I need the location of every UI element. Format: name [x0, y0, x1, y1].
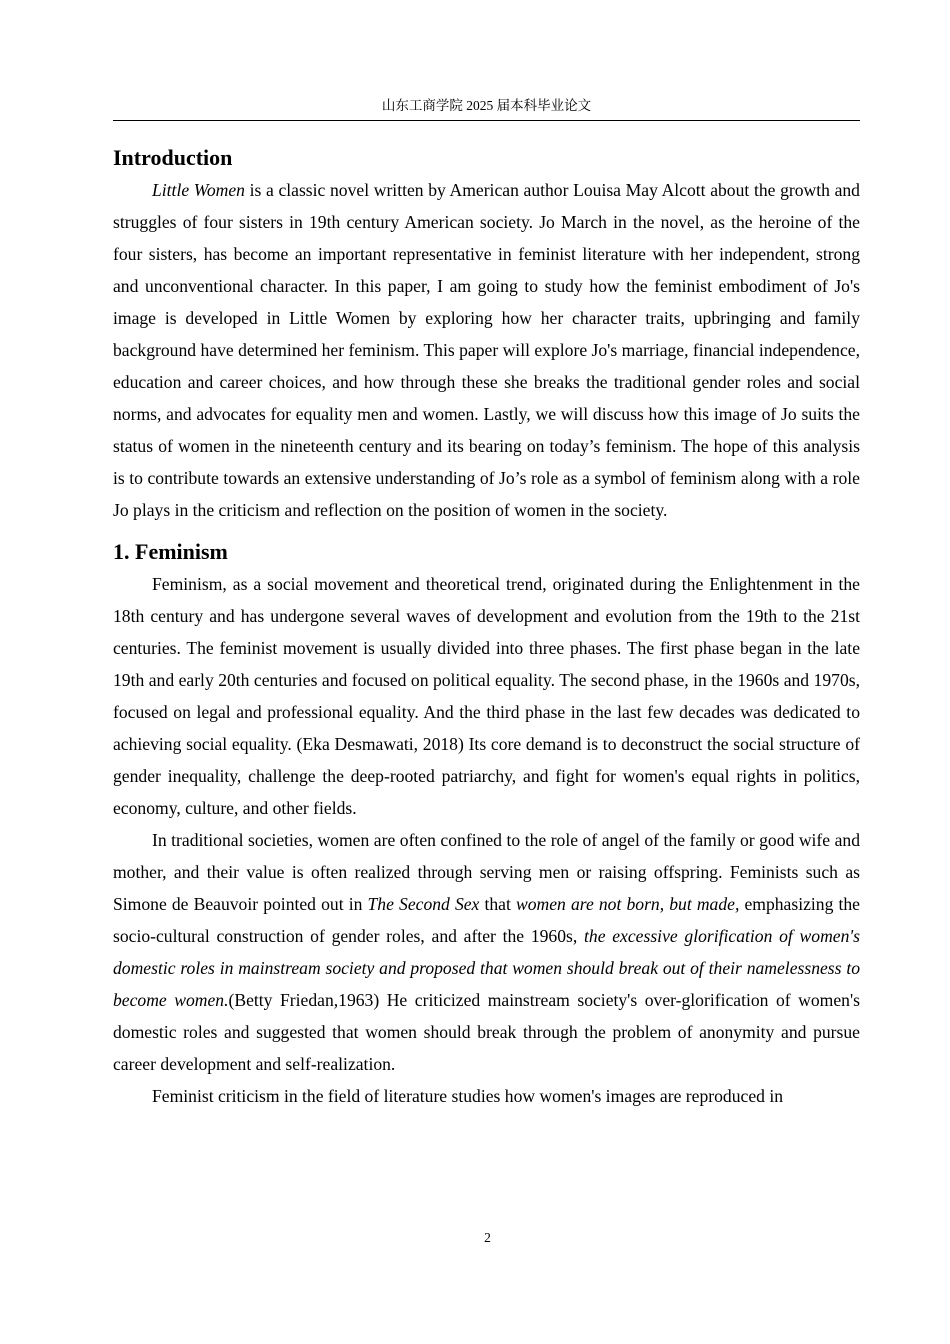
- p2-text-5: 1963) He criticized mainstream society's over-glorification of women's domestic roles and suggested that women should break through the problem of anonymity and pursue career development and self-realization.: [113, 990, 860, 1074]
- second-sex-title-italic: The Second Sex: [367, 894, 480, 914]
- feminism-heading: 1. Feminism: [113, 539, 228, 564]
- p2-citation-comma: ,: [333, 990, 339, 1010]
- introduction-paragraph: [113, 174, 860, 526]
- running-header: [113, 96, 860, 121]
- p2-citation-1: (Betty Friedan: [228, 990, 334, 1010]
- running-header-title: 山东工商学院 2025 届本科毕业论文: [381, 98, 592, 113]
- friedan-quote-italic: the excessive glorification of women's domestic roles in mainstream society and proposed that women should break out of their namelessness to become women.: [113, 926, 860, 1010]
- page-number: 2: [484, 1230, 491, 1245]
- p2-text-2: that: [479, 894, 516, 914]
- introduction-paragraph-text: is a classic novel written by American author Louisa May Alcott about the growth and struggles of four sisters in 19th century American society. Jo March in the novel, as the heroine of the four sisters, has become an important representative in feminist literature with her independent, strong and unconventional character. In this paper, I am going to study how the feminist embodiment of Jo's image is developed in Little Women by exploring how her character traits, upbringing and family background have determined her feminism. This paper will explore Jo's marriage, financial independence, education and career choices, and how through these she breaks the traditional gender roles and social norms, and advocates for equality men and women. Lastly, we will discuss how this image of Jo suits the status of women in the nineteenth century and its bearing on today’s feminism. The hope of this analysis is to contribute towards an extensive understanding of Jo’s role as a symbol of feminism along with a role Jo plays in the criticism and reflection on the position of women in the society.: [113, 180, 860, 520]
- feminism-paragraph-2: [113, 824, 860, 1080]
- introduction-heading: Introduction: [113, 145, 233, 170]
- feminism-paragraph-3: Feminist criticism in the field of literature studies how women's images are reproduced in: [152, 1086, 784, 1106]
- beauvoir-quote-italic: women are not born, but made,: [516, 894, 740, 914]
- document-body: [113, 142, 860, 1112]
- novel-title-italic: Little Women: [152, 180, 245, 200]
- p2-text-3: emphasizing the socio-cultural construction of gender roles, and after the 1960s,: [113, 894, 860, 946]
- feminism-paragraph-1: Feminism, as a social movement and theoretical trend, originated during the Enlightenment in the 18th century and has undergone several waves of development and evolution from the 19th to the 21st centuries. The feminist movement is usually divided into three phases. The first phase began in the late 19th and early 20th centuries and focused on political equality. The second phase, in the 1960s and 1970s, focused on legal and professional equality. And the third phase in the last few decades was dedicated to achieving social equality. (Eka Desmawati, 2018) Its core demand is to deconstruct the social structure of gender inequality, challenge the deep-rooted patriarchy, and fight for women's equal rights in politics, economy, culture, and other fields.: [113, 574, 860, 818]
- p2-text-1: In traditional societies, women are often confined to the role of angel of the family or good wife and mother, and their value is often realized through serving men or raising offspring. Feminists such as Simone de Beauvoir pointed out in: [113, 830, 860, 914]
